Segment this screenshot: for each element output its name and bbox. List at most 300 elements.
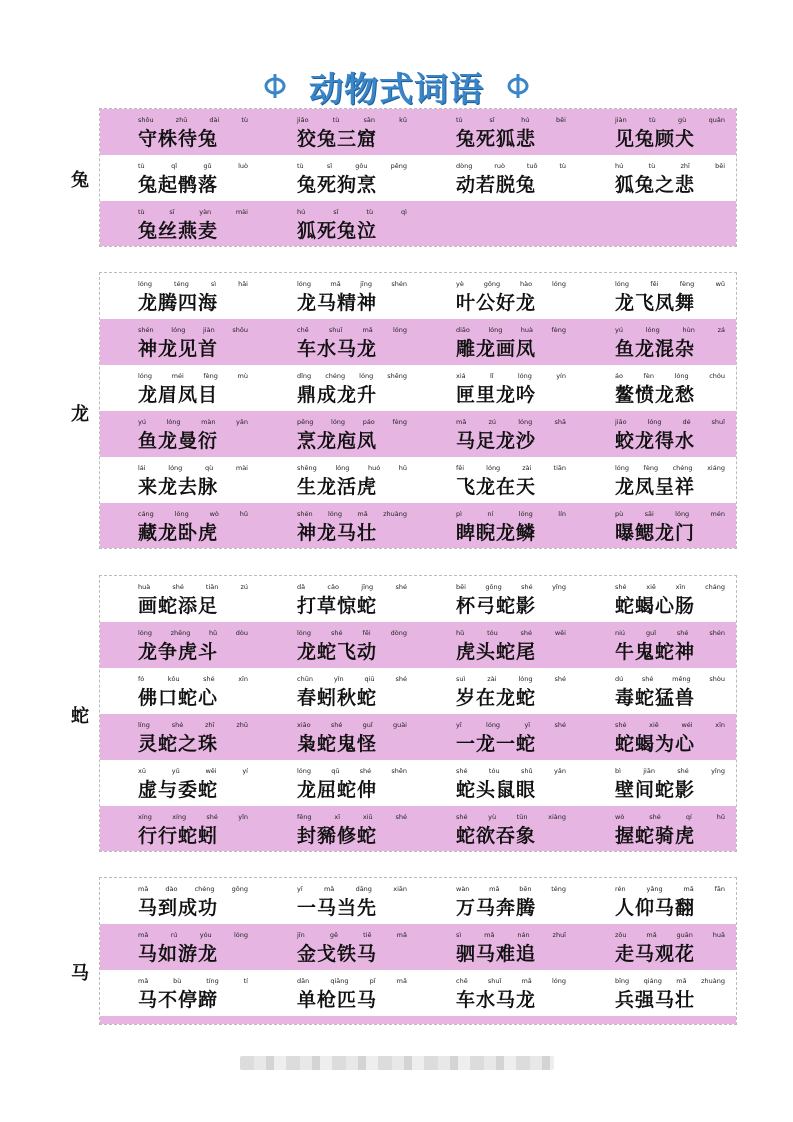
idiom-word: 狐兔之悲 <box>615 174 696 196</box>
pinyin-syllable: yǔ <box>171 767 180 775</box>
idiom-word: 驷马难追 <box>456 943 537 965</box>
pinyin-syllable: zhī <box>205 721 215 729</box>
idiom-word: 龙屈蛇伸 <box>297 779 378 801</box>
idiom-cell <box>577 1016 736 1025</box>
idiom-row <box>100 924 736 970</box>
pinyin-syllable: líng <box>138 721 150 729</box>
pinyin-syllable: lóng <box>488 326 503 334</box>
pinyin-syllable: xiàng <box>548 813 566 821</box>
idiom-word: 一龙一蛇 <box>456 733 537 755</box>
pinyin-syllable: qù <box>204 464 214 472</box>
pinyin-syllable: gē <box>329 931 338 939</box>
idiom-word: 毒蛇猛兽 <box>615 687 696 709</box>
section-label-snake: 蛇 <box>71 706 89 727</box>
idiom-word: 藏龙卧虎 <box>138 522 219 544</box>
idiom-row <box>100 970 736 1016</box>
idiom-word: 龙飞凤舞 <box>615 292 696 314</box>
idiom-cell <box>259 714 418 760</box>
idiom-cell <box>100 201 259 247</box>
pinyin-syllable: shé <box>395 813 407 821</box>
pinyin-syllable: mǎ <box>323 885 335 893</box>
pinyin-syllable: lóng <box>138 629 153 637</box>
pinyin-line <box>297 629 407 637</box>
pinyin-syllable: pù <box>615 510 624 518</box>
pinyin-syllable: qǐ <box>171 162 178 170</box>
idiom-word: 车水马龙 <box>456 989 537 1011</box>
pinyin-line <box>456 583 566 591</box>
pinyin-line <box>615 629 725 637</box>
idiom-cell <box>100 576 259 622</box>
pinyin-syllable: lóng <box>674 372 689 380</box>
pinyin-syllable: lóng <box>518 675 533 683</box>
pinyin-line <box>138 208 248 216</box>
idiom-word: 叶公好龙 <box>456 292 537 314</box>
idiom-word: 马到成功 <box>138 897 219 919</box>
idiom-cell <box>418 457 577 503</box>
idiom-word: 龙蛇飞动 <box>297 641 378 663</box>
idiom-cell <box>259 365 418 411</box>
pinyin-syllable: mǎ <box>646 931 657 939</box>
pinyin-syllable: hǔ <box>239 510 248 518</box>
pinyin-line <box>615 372 725 380</box>
pinyin-syllable: tù <box>366 208 374 216</box>
idiom-row <box>100 622 736 668</box>
idiom-word: 神龙马壮 <box>297 522 378 544</box>
pinyin-syllable: zhuàng <box>383 510 407 518</box>
pinyin-line <box>456 931 566 939</box>
pinyin-line <box>138 767 248 775</box>
pinyin-line <box>615 977 725 985</box>
pinyin-syllable: shēng <box>297 464 317 472</box>
pinyin-syllable: lóng <box>517 372 532 380</box>
idiom-cell <box>100 155 259 201</box>
pinyin-syllable: shé <box>615 721 627 729</box>
idiom-cell <box>100 806 259 852</box>
pinyin-syllable: lóng <box>392 326 407 334</box>
idiom-word: 兔起鹘落 <box>138 174 219 196</box>
pinyin-syllable: xíng <box>172 813 187 821</box>
blurred-footer-watermark <box>240 1056 554 1070</box>
pinyin-syllable: bēi <box>556 116 566 124</box>
idiom-cell <box>259 273 418 319</box>
section-label-rabbit: 兔 <box>71 170 89 191</box>
pinyin-syllable: shé <box>395 583 407 591</box>
pinyin-syllable: hǎi <box>238 280 248 288</box>
pinyin-syllable: tíng <box>206 977 219 985</box>
pinyin-line <box>138 721 248 729</box>
idiom-cell <box>100 411 259 457</box>
pinyin-line <box>138 813 248 821</box>
idiom-word: 蛇头鼠眼 <box>456 779 537 801</box>
pinyin-syllable: dào <box>165 885 178 893</box>
pinyin-syllable: hú <box>521 116 530 124</box>
idiom-word: 鱼龙曼衍 <box>138 430 219 452</box>
pinyin-line <box>615 885 725 893</box>
pinyin-syllable: zài <box>522 464 532 472</box>
pinyin-syllable: lóng <box>518 510 533 518</box>
pinyin-syllable: shé <box>172 583 184 591</box>
pinyin-syllable: lóng <box>335 464 350 472</box>
idiom-word: 牛鬼蛇神 <box>615 641 696 663</box>
idiom-word: 龙争虎斗 <box>138 641 219 663</box>
pinyin-syllable: hùn <box>682 326 695 334</box>
pinyin-syllable: lóng <box>486 721 501 729</box>
pinyin-syllable: shé <box>554 721 566 729</box>
idiom-word: 来龙去脉 <box>138 476 219 498</box>
idiom-cell <box>577 970 736 1016</box>
pinyin-line <box>456 464 566 472</box>
idiom-word: 龙腾四海 <box>138 292 219 314</box>
pinyin-syllable: hǔ <box>456 629 465 637</box>
pinyin-line <box>138 885 248 893</box>
pinyin-line <box>138 372 248 380</box>
idiom-word: 一马当先 <box>297 897 378 919</box>
pinyin-syllable: shén <box>391 280 407 288</box>
pinyin-line <box>456 675 566 683</box>
pinyin-syllable: wěi <box>554 629 566 637</box>
pinyin-syllable: mǎ <box>484 931 495 939</box>
idiom-cell <box>418 411 577 457</box>
pinyin-syllable: lóng <box>166 418 181 426</box>
pinyin-syllable: gōng <box>485 583 502 591</box>
pinyin-syllable: mǎ <box>396 931 407 939</box>
idiom-word: 单枪匹马 <box>297 989 378 1011</box>
pinyin-syllable: tí <box>243 977 248 985</box>
pinyin-syllable: cǎo <box>327 583 339 591</box>
idiom-word: 龙凤呈祥 <box>615 476 696 498</box>
pinyin-syllable: wēi <box>205 767 217 775</box>
idiom-cell <box>100 622 259 668</box>
idiom-row <box>100 411 736 457</box>
pinyin-syllable: qiāng <box>330 977 349 985</box>
pinyin-syllable: sān <box>363 116 375 124</box>
pinyin-syllable: xiū <box>362 813 373 821</box>
pinyin-syllable: xī <box>334 813 341 821</box>
idiom-cell <box>100 365 259 411</box>
pinyin-syllable: zhū <box>175 116 188 124</box>
idiom-cell <box>259 622 418 668</box>
pinyin-syllable: mài <box>235 464 248 472</box>
pinyin-syllable: guān <box>676 931 693 939</box>
pinyin-syllable: pì <box>456 510 462 518</box>
pinyin-syllable: dé <box>682 418 691 426</box>
pinyin-syllable: shé <box>649 813 661 821</box>
pinyin-syllable: mài <box>235 208 248 216</box>
pinyin-syllable: fēi <box>362 629 371 637</box>
pinyin-syllable: hǔ <box>398 464 407 472</box>
pinyin-line <box>456 280 566 288</box>
pinyin-syllable: shén <box>297 510 313 518</box>
pinyin-syllable: qì <box>401 208 407 216</box>
pinyin-syllable: dòng <box>456 162 473 170</box>
idiom-cell <box>100 760 259 806</box>
pinyin-syllable: yǎng <box>646 885 663 893</box>
pinyin-line <box>138 280 248 288</box>
pinyin-syllable: sǐ <box>333 208 339 216</box>
pinyin-syllable: shé <box>520 629 533 637</box>
pinyin-syllable: lóng <box>138 372 153 380</box>
pinyin-syllable: lóng <box>551 280 566 288</box>
pinyin-syllable: zhēng <box>170 629 191 637</box>
idiom-word: 狐死兔泣 <box>297 220 378 242</box>
idiom-cell <box>418 155 577 201</box>
pinyin-syllable: dāng <box>355 885 372 893</box>
pinyin-syllable: tiān <box>553 464 566 472</box>
pinyin-syllable: chéng <box>672 464 693 472</box>
pinyin-syllable: shé <box>206 813 218 821</box>
idiom-cell <box>259 878 418 924</box>
pinyin-syllable: mǎ <box>683 885 694 893</box>
pinyin-line <box>138 583 248 591</box>
pinyin-line <box>297 931 407 939</box>
idiom-word: 车水马龙 <box>297 338 378 360</box>
pinyin-syllable: mǎ <box>357 510 368 518</box>
idiom-word: 睥睨龙鳞 <box>456 522 537 544</box>
pinyin-line <box>297 977 407 985</box>
pinyin-line <box>138 326 248 334</box>
pinyin-syllable: xiē <box>649 721 659 729</box>
pinyin-line <box>138 116 248 124</box>
pinyin-syllable: tù <box>332 116 340 124</box>
pinyin-syllable: shā <box>554 418 566 426</box>
pinyin-syllable: zài <box>487 675 497 683</box>
idiom-word: 雕龙画凤 <box>456 338 537 360</box>
idiom-cell <box>259 924 418 970</box>
idiom-cell <box>100 1016 259 1025</box>
pinyin-syllable: fān <box>714 885 725 893</box>
pinyin-syllable: xiá <box>456 372 466 380</box>
pinyin-syllable: mǎ <box>456 418 467 426</box>
pinyin-syllable: lóng <box>297 280 312 288</box>
pinyin-syllable: lóng <box>233 931 248 939</box>
pinyin-syllable: shǒu <box>232 326 248 334</box>
idiom-cell <box>418 503 577 549</box>
pinyin-line <box>138 418 248 426</box>
pinyin-syllable: lóng <box>518 418 533 426</box>
pinyin-line <box>456 326 566 334</box>
idiom-cell <box>418 878 577 924</box>
pinyin-syllable: qiū <box>364 675 375 683</box>
pinyin-syllable: lóng <box>675 510 690 518</box>
idiom-word: 金戈铁马 <box>297 943 378 965</box>
pinyin-syllable: shēng <box>387 372 407 380</box>
idiom-cell <box>418 576 577 622</box>
idiom-cell <box>577 503 736 549</box>
idiom-row <box>100 806 736 852</box>
pinyin-syllable: sì <box>456 931 462 939</box>
pinyin-syllable: shé <box>615 583 627 591</box>
pinyin-syllable: tiě <box>363 931 372 939</box>
pinyin-line <box>456 767 566 775</box>
pinyin-syllable: niú <box>615 629 626 637</box>
pinyin-line <box>297 510 407 518</box>
pinyin-syllable: tūn <box>516 813 528 821</box>
pinyin-syllable: lóng <box>138 280 153 288</box>
pinyin-syllable: shé <box>203 675 215 683</box>
idiom-cell <box>577 924 736 970</box>
pinyin-syllable: tiān <box>205 583 219 591</box>
pinyin-syllable: yè <box>456 280 464 288</box>
pinyin-syllable: fèng <box>551 326 566 334</box>
pinyin-syllable: chéng <box>325 372 346 380</box>
pinyin-syllable: shé <box>676 629 689 637</box>
pinyin-syllable: shé <box>641 675 654 683</box>
idiom-row <box>100 319 736 365</box>
pinyin-line <box>615 326 725 334</box>
idiom-cell <box>418 924 577 970</box>
idiom-cell <box>418 970 577 1016</box>
idiom-cell <box>577 365 736 411</box>
idiom-cell <box>418 365 577 411</box>
pinyin-syllable: lóng <box>615 280 630 288</box>
pinyin-syllable: xiē <box>646 583 656 591</box>
pinyin-syllable: jiǎo <box>297 116 309 124</box>
pinyin-syllable: zǒu <box>615 931 627 939</box>
pinyin-syllable: shé <box>554 675 566 683</box>
pinyin-syllable: huā <box>712 931 725 939</box>
pinyin-syllable: ní <box>487 510 494 518</box>
pinyin-line <box>456 418 566 426</box>
idiom-word: 走马观花 <box>615 943 696 965</box>
pinyin-line <box>456 813 566 821</box>
idiom-cell <box>259 155 418 201</box>
idiom-cell <box>259 503 418 549</box>
pinyin-syllable: kū <box>399 116 407 124</box>
idiom-cell <box>577 668 736 714</box>
pinyin-line <box>456 162 566 170</box>
pinyin-syllable: shēn <box>391 767 407 775</box>
pinyin-line <box>297 464 407 472</box>
pinyin-syllable: fó <box>138 675 145 683</box>
pinyin-syllable: kǒu <box>167 675 180 683</box>
pinyin-syllable: tù <box>648 162 656 170</box>
pinyin-syllable: lóng <box>359 372 374 380</box>
pinyin-syllable: mén <box>710 510 725 518</box>
pinyin-syllable: pēng <box>297 418 314 426</box>
pinyin-syllable: shé <box>456 767 468 775</box>
idiom-word: 佛口蛇心 <box>138 687 219 709</box>
pinyin-syllable: qiáng <box>643 977 662 985</box>
phi-ornament-icon <box>506 72 530 100</box>
idiom-cell <box>577 878 736 924</box>
pinyin-syllable: yí <box>242 767 248 775</box>
idiom-row <box>100 878 736 924</box>
pinyin-syllable: méi <box>171 372 184 380</box>
idiom-cell <box>418 760 577 806</box>
idiom-cell <box>259 109 418 155</box>
pinyin-syllable: jīn <box>297 931 305 939</box>
idiom-word: 兔死狐悲 <box>456 128 537 150</box>
pinyin-syllable: bù <box>173 977 182 985</box>
pinyin-syllable: chē <box>456 977 468 985</box>
pinyin-syllable: shén <box>709 629 725 637</box>
idiom-row <box>100 273 736 319</box>
pinyin-line <box>297 208 407 216</box>
pinyin-line <box>615 583 725 591</box>
pinyin-syllable: bēi <box>456 583 466 591</box>
idiom-word: 蛇蝎心肠 <box>615 595 696 617</box>
pinyin-syllable: mù <box>237 372 248 380</box>
idiom-cell <box>418 1016 577 1025</box>
pinyin-line <box>615 721 725 729</box>
pinyin-syllable: yù <box>488 813 497 821</box>
pinyin-syllable: fèng <box>392 418 407 426</box>
pinyin-syllable: wàn <box>456 885 470 893</box>
pinyin-syllable: suì <box>456 675 466 683</box>
idiom-word: 画蛇添足 <box>138 595 219 617</box>
pinyin-line <box>456 629 566 637</box>
pinyin-syllable: rú <box>170 931 178 939</box>
pinyin-syllable: wò <box>615 813 625 821</box>
idiom-word: 虚与委蛇 <box>138 779 219 801</box>
pinyin-syllable: jiān <box>643 767 655 775</box>
pinyin-syllable: shé <box>677 767 689 775</box>
pinyin-syllable: shé <box>359 767 372 775</box>
idiom-cell <box>418 201 577 247</box>
pinyin-syllable: lóng <box>328 510 343 518</box>
pinyin-syllable: fēi <box>650 280 659 288</box>
idiom-word: 匣里龙吟 <box>456 384 537 406</box>
pinyin-line <box>297 675 407 683</box>
pinyin-syllable: mǎ <box>138 977 149 985</box>
pinyin-syllable: xiān <box>393 885 407 893</box>
pinyin-syllable: guǐ <box>362 721 373 729</box>
idiom-cell <box>100 924 259 970</box>
pinyin-syllable: yóu <box>199 931 212 939</box>
pinyin-line <box>456 721 566 729</box>
idiom-cell <box>100 714 259 760</box>
pinyin-line <box>297 767 407 775</box>
idiom-word: 打草惊蛇 <box>297 595 378 617</box>
pinyin-syllable: chéng <box>194 885 215 893</box>
pinyin-syllable: wǔ <box>715 280 725 288</box>
pinyin-syllable: shuǐ <box>711 418 725 426</box>
pinyin-line <box>297 326 407 334</box>
pinyin-syllable: gōng <box>483 280 501 288</box>
pinyin-syllable: lín <box>558 510 566 518</box>
pinyin-syllable: mǎ <box>330 280 341 288</box>
pinyin-syllable: lóng <box>645 326 660 334</box>
pinyin-syllable: měng <box>672 675 691 683</box>
idiom-cell <box>418 668 577 714</box>
idiom-word: 马不停蹄 <box>138 989 219 1011</box>
pinyin-syllable: huà <box>138 583 151 591</box>
pinyin-syllable: yú <box>138 418 146 426</box>
pinyin-syllable: yàn <box>199 208 212 216</box>
idiom-cell <box>259 970 418 1016</box>
idiom-word: 蛟龙得水 <box>615 430 696 452</box>
idiom-row <box>100 503 736 549</box>
pinyin-syllable: gù <box>678 116 687 124</box>
pinyin-syllable: xū <box>138 767 146 775</box>
pinyin-syllable: lóng <box>486 464 501 472</box>
idiom-word: 动若脱兔 <box>456 174 537 196</box>
idiom-cell <box>577 319 736 365</box>
pinyin-syllable: yǎn <box>554 767 566 775</box>
pinyin-syllable: shé <box>171 721 184 729</box>
pinyin-syllable: nán <box>517 931 530 939</box>
idiom-cell <box>100 457 259 503</box>
pinyin-syllable: lóng <box>331 418 346 426</box>
pinyin-syllable: dài <box>209 116 220 124</box>
pinyin-syllable: jīng <box>360 280 372 288</box>
pinyin-syllable: tù <box>241 116 248 124</box>
pinyin-line <box>297 885 407 893</box>
idiom-cell <box>418 622 577 668</box>
idiom-cell <box>100 970 259 1016</box>
pinyin-syllable: rén <box>615 885 626 893</box>
pinyin-line <box>615 162 725 170</box>
